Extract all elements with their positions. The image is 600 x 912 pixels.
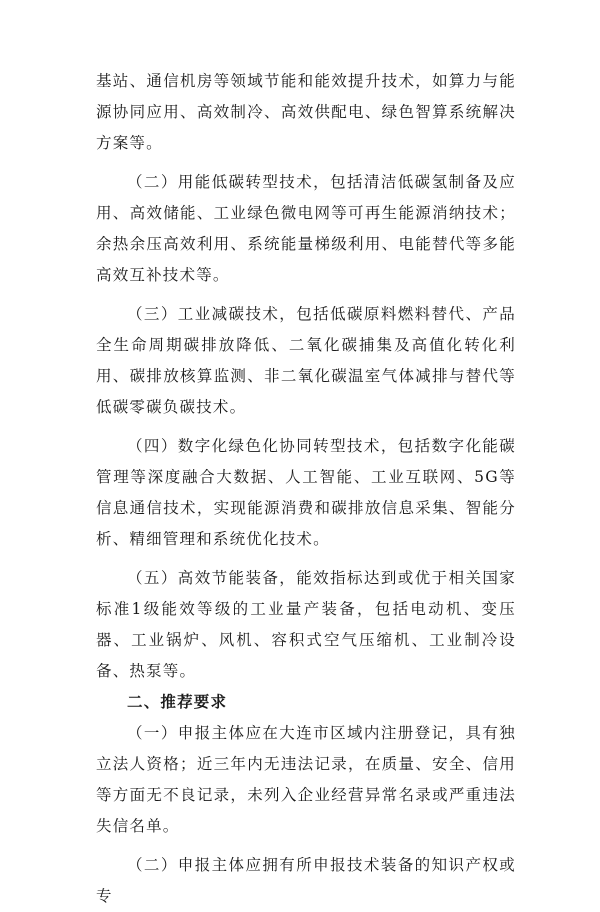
section-heading: 二、推荐要求 [127,693,228,711]
requirement-item-1: （一）申报主体应在大连市区域内注册登记，具有独立法人资格；近三年内无违法记录，在质量、安全、信用等方面无不良记录，未列入企业经营异常名录或严重违法失信名单。 [96,724,516,835]
paragraph-item-5: （五）高效节能装备，能效指标达到或优于相关国家标准1级能效等级的工业量产装备，包括电动机、变压器、工业锅炉、风机、容积式空气压缩机、工业制冷设备、热泵等。 [96,569,516,680]
paragraph-continuation: 基站、通信机房等领域节能和能效提升技术，如算力与能源协同应用、高效制冷、高效供配电、绿色智算系统解决方案等。 [96,72,516,152]
requirement-item-2: （二）申报主体应拥有所申报技术装备的知识产权或专 [96,856,516,905]
paragraph-item-4: （四）数字化绿色化协同转型技术，包括数字化能碳管理等深度融合大数据、人工智能、工业互联网、5G等信息通信技术，实现能源消费和碳排放信息采集、智能分析、精细管理和系统优化技术。 [96,437,516,548]
paragraph-item-3: （三）工业减碳技术，包括低碳原料燃料替代、产品全生命周期碳排放降低、二氧化碳捕集及高值化转化利用、碳排放核算监测、非二氧化碳温室气体减排与替代等低碳零碳负碳技术。 [96,305,516,416]
document-body [96,66,516,912]
paragraph-item-2: （二）用能低碳转型技术，包括清洁低碳氢制备及应用、高效储能、工业绿色微电网等可再生能源消纳技术；余热余压高效利用、系统能量梯级利用、电能替代等多能高效互补技术等。 [96,173,516,284]
